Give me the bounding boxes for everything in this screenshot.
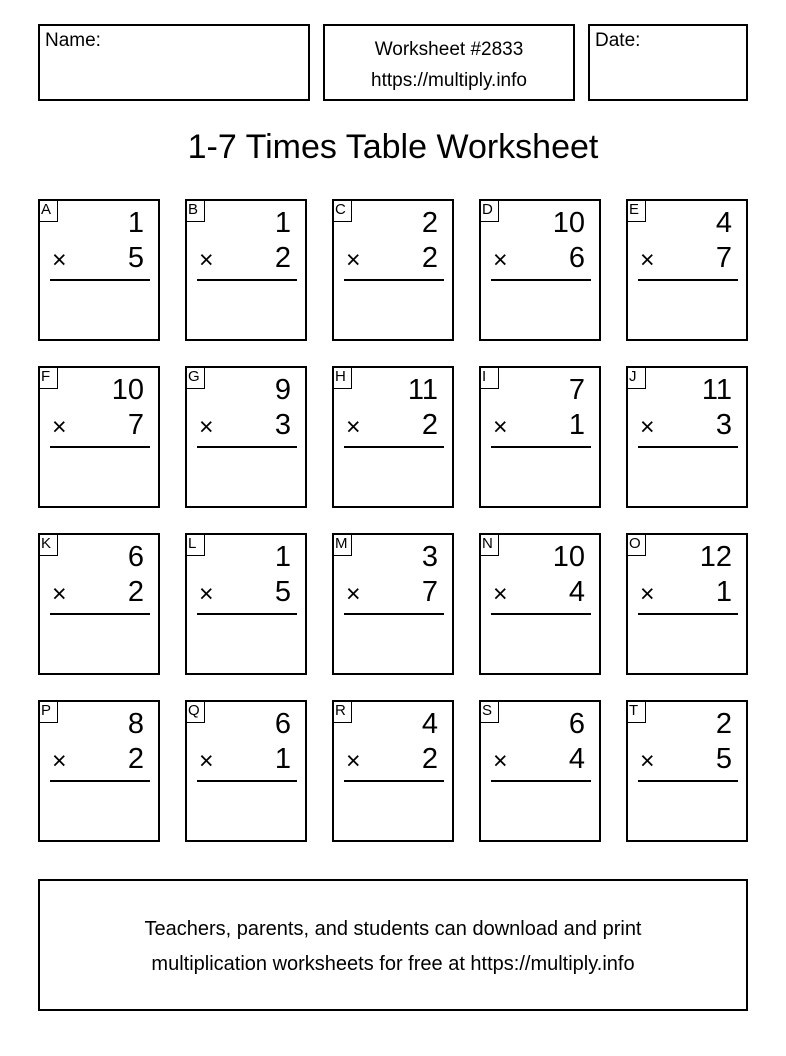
problem-label: D <box>479 199 499 222</box>
problem-card[interactable] <box>185 366 307 508</box>
times-sign: × <box>346 246 361 274</box>
problem-label: L <box>185 533 205 556</box>
problem-card[interactable] <box>626 700 748 842</box>
multiplier: 7 <box>127 409 144 441</box>
answer-line <box>344 446 444 448</box>
times-sign: × <box>640 246 655 274</box>
multiplicand: 1 <box>127 207 144 239</box>
problem-label: A <box>38 199 58 222</box>
answer-line <box>638 279 738 281</box>
problem-label: Q <box>185 700 205 723</box>
problem-label: F <box>38 366 58 389</box>
multiplicand: 11 <box>407 374 438 406</box>
answer-line <box>50 613 150 615</box>
times-sign: × <box>199 580 214 608</box>
times-sign: × <box>493 246 508 274</box>
answer-line <box>197 613 297 615</box>
problem-label: G <box>185 366 205 389</box>
problem-card[interactable] <box>626 199 748 341</box>
times-sign: × <box>199 413 214 441</box>
problem-label: I <box>479 366 499 389</box>
times-sign: × <box>640 747 655 775</box>
times-sign: × <box>493 413 508 441</box>
multiplier: 1 <box>274 743 291 775</box>
answer-line <box>638 446 738 448</box>
worksheet-url: https://multiply.info <box>371 70 527 91</box>
multiplier: 4 <box>568 576 585 608</box>
multiplier: 2 <box>421 743 438 775</box>
problem-card[interactable] <box>38 366 160 508</box>
problem-card[interactable] <box>332 700 454 842</box>
problem-card[interactable] <box>332 366 454 508</box>
name-label: Name: <box>45 30 101 51</box>
answer-line <box>491 446 591 448</box>
footer-note <box>38 879 748 1011</box>
multiplicand: 12 <box>699 541 732 573</box>
multiplicand: 11 <box>701 374 732 406</box>
multiplicand: 4 <box>715 207 732 239</box>
problem-card[interactable] <box>38 199 160 341</box>
multiplicand: 3 <box>421 541 438 573</box>
times-sign: × <box>52 246 67 274</box>
problem-card[interactable] <box>332 533 454 675</box>
date-label: Date: <box>595 30 641 51</box>
times-sign: × <box>346 747 361 775</box>
multiplicand: 10 <box>552 541 585 573</box>
problem-card[interactable] <box>479 199 601 341</box>
times-sign: × <box>52 413 67 441</box>
multiplier: 1 <box>715 576 732 608</box>
multiplier: 5 <box>274 576 291 608</box>
problem-card[interactable] <box>185 533 307 675</box>
multiplicand: 2 <box>421 207 438 239</box>
multiplier: 1 <box>568 409 585 441</box>
multiplier: 2 <box>274 242 291 274</box>
multiplicand: 8 <box>127 708 144 740</box>
worksheet-info-box <box>323 24 575 101</box>
problem-label: E <box>626 199 646 222</box>
problem-card[interactable] <box>38 533 160 675</box>
answer-line <box>638 613 738 615</box>
page-title: 1-7 Times Table Worksheet <box>187 128 599 166</box>
multiplier: 6 <box>568 242 585 274</box>
multiplicand: 7 <box>568 374 585 406</box>
answer-line <box>638 780 738 782</box>
answer-line <box>50 279 150 281</box>
problem-label: K <box>38 533 58 556</box>
multiplicand: 10 <box>552 207 585 239</box>
multiplier: 3 <box>715 409 732 441</box>
times-sign: × <box>640 413 655 441</box>
problem-label: N <box>479 533 499 556</box>
footer-line-1: Teachers, parents, and students can download and print <box>144 918 642 940</box>
date-field-box[interactable] <box>588 24 748 101</box>
times-sign: × <box>493 580 508 608</box>
problem-label: R <box>332 700 352 723</box>
times-sign: × <box>640 580 655 608</box>
answer-line <box>197 446 297 448</box>
problem-label: S <box>479 700 499 723</box>
answer-line <box>50 446 150 448</box>
times-sign: × <box>52 580 67 608</box>
problem-label: C <box>332 199 352 222</box>
problem-label: P <box>38 700 58 723</box>
answer-line <box>50 780 150 782</box>
problem-label: O <box>626 533 646 556</box>
multiplier: 5 <box>715 743 732 775</box>
multiplicand: 4 <box>421 708 438 740</box>
multiplier: 2 <box>127 743 144 775</box>
worksheet-number: Worksheet #2833 <box>374 39 524 60</box>
multiplicand: 6 <box>568 708 585 740</box>
answer-line <box>491 780 591 782</box>
times-sign: × <box>493 747 508 775</box>
answer-line <box>344 613 444 615</box>
multiplier: 3 <box>274 409 291 441</box>
times-sign: × <box>199 246 214 274</box>
multiplier: 4 <box>568 743 585 775</box>
multiplicand: 9 <box>274 374 291 406</box>
multiplicand: 10 <box>111 374 144 406</box>
name-field-box[interactable] <box>38 24 310 101</box>
footer-line-2: multiplication worksheets for free at https://multiply.info <box>151 953 635 975</box>
problem-card[interactable] <box>626 533 748 675</box>
multiplier: 2 <box>421 242 438 274</box>
multiplicand: 1 <box>274 541 291 573</box>
problem-card[interactable] <box>626 366 748 508</box>
times-sign: × <box>346 580 361 608</box>
problem-card[interactable] <box>332 199 454 341</box>
problem-label: H <box>332 366 352 389</box>
problem-label: J <box>626 366 646 389</box>
problem-label: B <box>185 199 205 222</box>
problem-card[interactable] <box>479 533 601 675</box>
answer-line <box>197 279 297 281</box>
multiplier: 7 <box>715 242 732 274</box>
answer-line <box>491 613 591 615</box>
times-sign: × <box>199 747 214 775</box>
answer-line <box>344 780 444 782</box>
multiplier: 5 <box>127 242 144 274</box>
answer-line <box>344 279 444 281</box>
problem-card[interactable] <box>479 700 601 842</box>
multiplicand: 2 <box>715 708 732 740</box>
answer-line <box>197 780 297 782</box>
problem-label: M <box>332 533 352 556</box>
problem-card[interactable] <box>185 199 307 341</box>
multiplier: 2 <box>421 409 438 441</box>
multiplier: 7 <box>421 576 438 608</box>
times-sign: × <box>346 413 361 441</box>
problem-label: T <box>626 700 646 723</box>
multiplicand: 6 <box>274 708 291 740</box>
multiplicand: 1 <box>274 207 291 239</box>
problem-card[interactable] <box>479 366 601 508</box>
problem-card[interactable] <box>38 700 160 842</box>
multiplier: 2 <box>127 576 144 608</box>
problem-card[interactable] <box>185 700 307 842</box>
answer-line <box>491 279 591 281</box>
times-sign: × <box>52 747 67 775</box>
multiplicand: 6 <box>127 541 144 573</box>
